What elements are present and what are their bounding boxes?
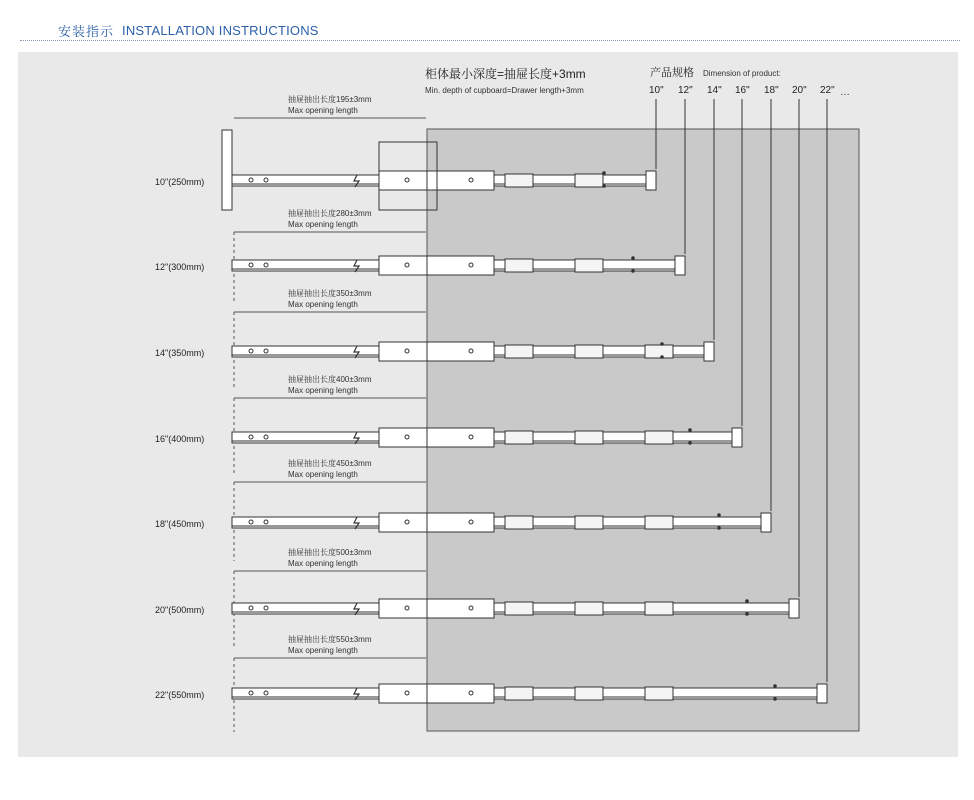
product-size-label: 12" <box>678 85 693 96</box>
row-size-label: 14"(350mm) <box>155 348 205 358</box>
rail-end-cap <box>789 599 799 618</box>
slide-middle-member <box>427 599 494 618</box>
slide-inner-member <box>379 428 427 447</box>
rail-end-cap <box>675 256 685 275</box>
rear-hole <box>773 684 777 688</box>
row-size-label: 16"(400mm) <box>155 434 205 444</box>
slot-plate <box>575 259 603 272</box>
opening-length-en: Max opening length <box>288 559 358 568</box>
opening-length-cn: 抽屉抽出长度280±3mm <box>288 209 372 218</box>
product-size-label: 20" <box>792 85 807 96</box>
slide-middle-member <box>427 684 494 703</box>
slot-plate <box>505 516 533 529</box>
product-size-label: 22" <box>820 85 835 96</box>
slot-plate <box>505 687 533 700</box>
slot-plate <box>645 431 673 444</box>
rail-end-cap <box>646 171 656 190</box>
slot-plate <box>575 345 603 358</box>
rear-hole <box>717 526 721 530</box>
slide-middle-member <box>427 428 494 447</box>
drawer-front-bracket <box>222 130 232 210</box>
rear-hole <box>717 513 721 517</box>
product-size-label: 14" <box>707 85 722 96</box>
cabinet-label-cn: 柜体最小深度=抽屉长度+3mm <box>425 67 586 81</box>
opening-length-en: Max opening length <box>288 470 358 479</box>
rear-hole <box>688 428 692 432</box>
opening-length-en: Max opening length <box>288 220 358 229</box>
slot-plate <box>575 174 603 187</box>
rear-hole <box>660 342 664 346</box>
slot-plate <box>645 516 673 529</box>
rear-hole <box>631 269 635 273</box>
opening-length-cn: 抽屉抽出长度500±3mm <box>288 548 372 557</box>
product-label-cn: 产品规格 <box>650 67 694 79</box>
cabinet-label-en: Min. depth of cupboard=Drawer length+3mm <box>425 86 584 95</box>
slide-inner-member <box>379 599 427 618</box>
rear-hole <box>660 355 664 359</box>
product-size-label: 10" <box>649 85 664 96</box>
product-size-label: 16" <box>735 85 750 96</box>
slot-plate <box>575 687 603 700</box>
slide-inner-member <box>379 171 427 190</box>
rear-hole <box>745 599 749 603</box>
slot-plate <box>575 602 603 615</box>
header-title-cn: 安装指示 <box>58 24 115 40</box>
rear-hole <box>688 441 692 445</box>
rear-hole <box>773 697 777 701</box>
slide-inner-member <box>379 513 427 532</box>
slide-middle-member <box>427 342 494 361</box>
slot-plate <box>505 259 533 272</box>
opening-length-en: Max opening length <box>288 300 358 309</box>
opening-length-cn: 抽屉抽出长度195±3mm <box>288 95 372 104</box>
slot-plate <box>505 431 533 444</box>
row-size-label: 18"(450mm) <box>155 519 205 529</box>
rear-hole <box>745 612 749 616</box>
slide-inner-member <box>379 342 427 361</box>
opening-length-en: Max opening length <box>288 106 358 115</box>
slide-inner-member <box>379 256 427 275</box>
slide-middle-member <box>427 256 494 275</box>
opening-length-en: Max opening length <box>288 386 358 395</box>
slot-plate <box>645 687 673 700</box>
rail-end-cap <box>761 513 771 532</box>
slot-plate <box>505 602 533 615</box>
slide-middle-member <box>427 513 494 532</box>
rail-end-cap <box>732 428 742 447</box>
opening-length-cn: 抽屉抽出长度550±3mm <box>288 635 372 644</box>
slot-plate <box>505 345 533 358</box>
opening-length-cn: 抽屉抽出长度350±3mm <box>288 289 372 298</box>
row-size-label: 10"(250mm) <box>155 177 205 187</box>
product-size-label: 18" <box>764 85 779 96</box>
opening-length-en: Max opening length <box>288 646 358 655</box>
opening-length-cn: 抽屉抽出长度400±3mm <box>288 375 372 384</box>
rear-hole <box>602 184 606 188</box>
row-size-label: 12"(300mm) <box>155 262 205 272</box>
rail-end-cap <box>817 684 827 703</box>
rail-end-cap <box>704 342 714 361</box>
product-more-dots: … <box>840 87 850 98</box>
slot-plate <box>645 602 673 615</box>
opening-length-cn: 抽屉抽出长度450±3mm <box>288 459 372 468</box>
rear-hole <box>631 256 635 260</box>
header-title-en: INSTALLATION INSTRUCTIONS <box>122 22 319 38</box>
product-label-en: Dimension of product: <box>703 69 781 78</box>
slot-plate <box>575 431 603 444</box>
row-size-label: 20"(500mm) <box>155 605 205 615</box>
slot-plate <box>575 516 603 529</box>
rear-hole <box>602 171 606 175</box>
slot-plate <box>645 345 673 358</box>
slot-plate <box>505 174 533 187</box>
slide-inner-member <box>379 684 427 703</box>
row-size-label: 22"(550mm) <box>155 690 205 700</box>
